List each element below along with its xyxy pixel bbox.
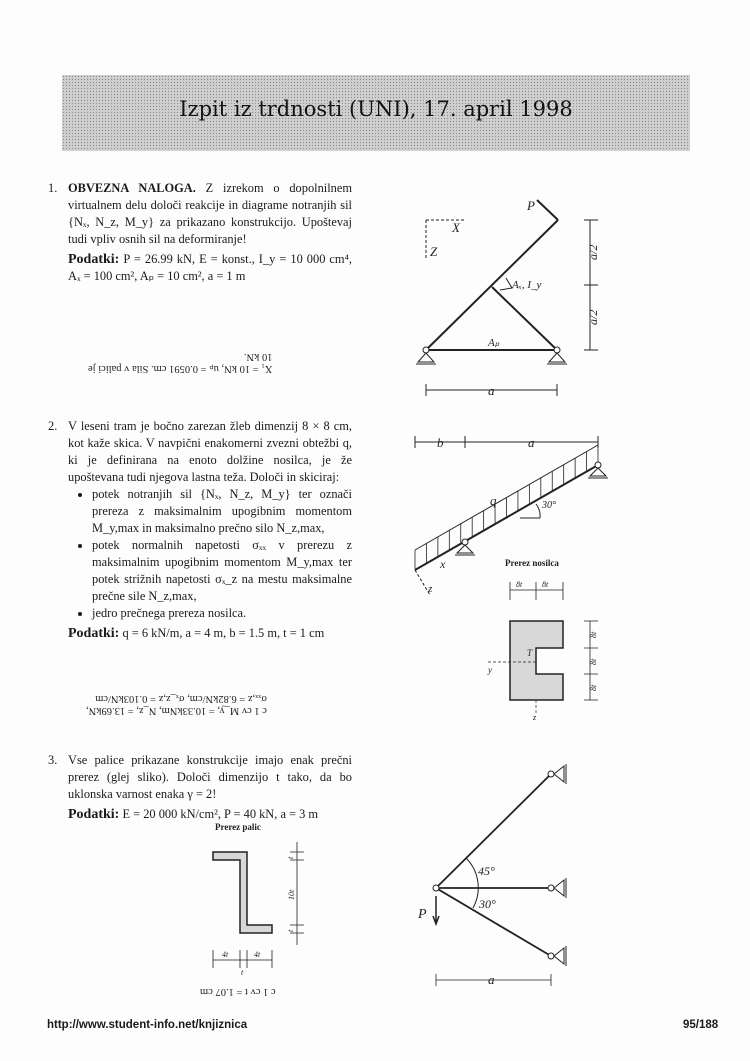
load-label: P [418,907,427,922]
dim-4t-right: 4t [254,950,261,959]
page-title: Izpit iz trdnosti (UNI), 17. april 1998 [179,97,573,121]
figure-3-truss [400,750,600,1000]
dim-b: b [437,435,444,450]
dim-t3: t [241,968,244,977]
dim-height-3: 8t [589,684,598,691]
section-caption: Prerez nosilca [505,558,559,568]
channel-section [510,621,563,700]
answer-1-upside-down [88,350,272,374]
problem-number: 3. [48,753,58,767]
dim-10t: 10t [287,889,296,900]
title-banner [62,75,690,151]
data-label: Podatki: [68,807,120,822]
z-section [213,852,272,933]
figure-1-frame [400,190,620,410]
page-number: 95/188 [683,1019,719,1031]
dim-t1: t [286,856,295,859]
load-label: P [527,198,535,213]
dim-4t-left: 4t [222,950,229,959]
dim-half-1: a/2 [586,244,600,260]
figure-3-section [190,820,310,990]
answer-line: σₓₓ,z = 6.82kN/cm, σₓ_z,z = 0.103kN/cm [95,693,267,704]
load-arrow-P [433,896,439,924]
dim-half-2: a/2 [586,309,600,325]
dim-t2: t [286,929,295,932]
dim-span: a [488,383,495,398]
angle-label: 30° [542,500,556,511]
dim-height-2: 8t [589,658,598,665]
load-q-label: q [490,493,497,508]
section-label: Aₓ, I_y [512,279,542,291]
answer-2-upside-down [86,692,267,716]
axis-z-label: z [428,583,433,595]
answer-line: c 1 cv t = 1.07 cm [200,986,276,997]
bullet-item: • jedro prečnega prereza nosilca. [92,605,352,622]
problem-1 [48,180,352,285]
answer-line: X₁ = 10 kN, uₚ = 0.0591 cm. Sila v palici je [88,363,273,374]
data-label: Podatki: [68,626,120,641]
data-label: Podatki: [68,252,120,267]
bullet-item: • potek normalnih napetosti σₓₓ v prerezu z maksimalnim upogibnim momentom M_y,max ter potek strižnih napetosti σₓ_z na mestu maksimalne prečne sile N_z,max, [92,537,352,605]
bullet-item: • potek notranjih sil {Nₓ, N_z, M_y} ter označi prereza z maksimalnim upogibnim momentom M_y,max in maksimalno prečno silo N_z,max, [92,486,352,537]
problem-number: 2. [48,419,58,433]
problem-text: Vse palice prikazane konstrukcije imajo enak prečni prerez (glej sliko). Določi dimenzijo t tako, da bo uklonska varnost enaka γ = 2! [68,753,352,801]
dim-height-1: 8t [589,631,598,638]
axis-x-label: X [452,220,460,235]
load-arrow-P [537,200,558,220]
wall-supports [548,764,566,966]
axis-x-label: x [440,557,446,571]
section-caption: Prerez palic [215,822,261,832]
distributed-load-arrows [415,445,598,569]
problem-data: q = 6 kN/m, a = 4 m, b = 1.5 m, t = 1 cm [122,626,325,640]
problem-text: Z izrekom o dopolnilnem virtualnem delu določi reakcije in diagrame notranjih sil {Nₓ, N_z, M_y} za prikazano konstrukcijo. Upoštevaj tudi vpliv osnih sil na deformiranje! [68,181,352,246]
problem-data: P = 26.99 kN, E = konst., I_y = 10 000 cm⁴, Aₓ = 100 cm², Aₚ = 10 cm², a = 1 m [68,252,352,283]
answer-line: c 1 cv M_y, = 10.33kNm, N_z, = 13.69kN, [86,705,267,716]
problem-number: 1. [48,181,58,195]
angle-30-label: 30° [479,897,496,911]
bar-label: Aₚ [488,337,500,349]
dim-a: a [528,435,535,450]
problem-3 [48,752,352,823]
problem-data: E = 20 000 kN/cm², P = 40 kN, a = 3 m [122,807,319,821]
angle-45-label: 45° [478,864,495,878]
dim-width-1: 8t [516,580,523,589]
axis-y-label: y [488,665,492,675]
problem-text: V leseni tram je bočno zarezan žleb dimenzij 8 × 8 cm, kot kaže skica. V navpični enakomerni zvezni obtežbi q, ki je definirana na enoto dolžine nosilca, je že upoštevana tudi njegova lastna teža. Določi in skiciraj: [68,419,352,484]
problem-heading: OBVEZNA NALOGA. [68,181,196,195]
axis-z-label: Z [430,244,438,259]
problem-2 [48,418,352,642]
dim-span: a [488,972,495,987]
figure-2-beam [400,420,620,720]
footer-url-link[interactable]: http://www.student-info.net/knjiznica [47,1019,248,1031]
dim-width-2: 8t [542,580,549,589]
answer-line: 10 kN. [243,351,273,362]
axis-z2-label: z [533,713,537,722]
centroid-label: T [527,648,533,658]
